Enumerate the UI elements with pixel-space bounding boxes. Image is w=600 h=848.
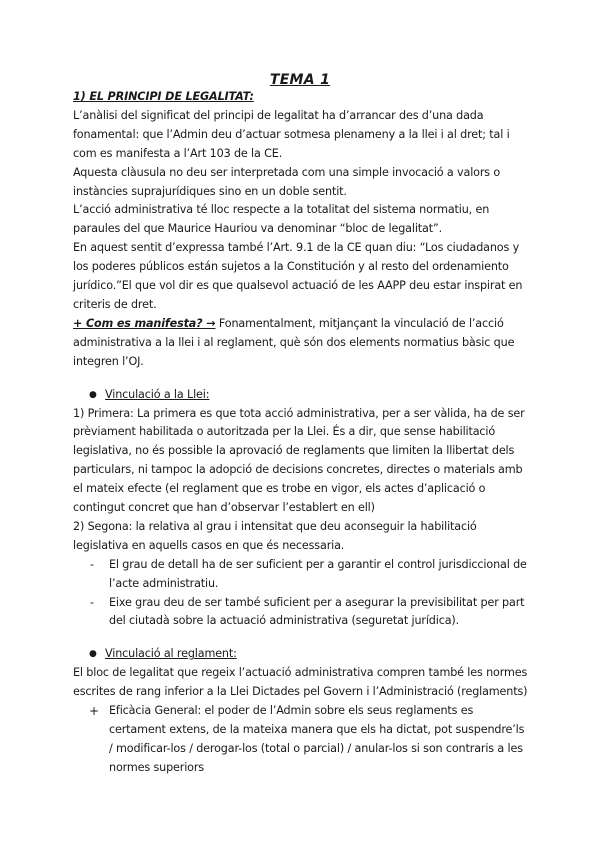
paragraph: El bloc de legalitat que regeix l’actuació administrativa compren també les normes escrites de rang inferior a la Llei Dictades pel Govern i l’Administració (reglaments) xyxy=(73,666,528,699)
dash-item xyxy=(73,556,531,594)
paragraph: En aquest sentit d’expressa també l’Art. 9.1 de la CE quan diu: “Los ciudadanos y los poderes públicos están sujetos a la Constitución y al resto del ordenamiento jurídico.”El que vol dir es que qualsevol actuació de les AAPP deu estar inspirat en criteris de dret. xyxy=(73,241,523,311)
plus-icon: + xyxy=(89,704,99,719)
plus-text: Eficàcia General: el poder de l’Admin sobre els seus reglaments es certament extens, de la mateixa manera que els ha dictat, pot suspendre’ls / modificar-los / derogar-los (total o parcial) / anular-los si son contraris a les normes superiors xyxy=(109,704,525,774)
dash-item xyxy=(73,594,531,632)
bullet-vinculacio-llei xyxy=(73,386,531,405)
dash-text: Eixe grau deu de ser també suficient per a asegurar la previsibilitat per part del ciutadà sobre la actuació administrativa (seguretat jurídica). xyxy=(109,595,525,628)
paragraph: L’anàlisi del significat del principi de legalitat ha d’arrancar des d’una dada fonamental: que l’Admin deu d’actuar sotmesa plenameny a la llei i al dret; tal i com es manifesta a l’Art 103 de la CE. xyxy=(73,108,510,160)
spacer xyxy=(73,372,531,386)
bullet-icon: ● xyxy=(89,389,97,400)
dash-text: El grau de detall ha de ser suficient per a garantir el control jurisdiccional de l’acte administratiu. xyxy=(109,557,527,590)
plus-item xyxy=(73,702,531,778)
manifest-text: Fonamentalment, mitjançant la vinculació de l’acció administrativa a la llei i al reglament, què són dos elements normatius bàsic que integren l’OJ. xyxy=(73,316,515,368)
bullet-icon: ● xyxy=(89,649,97,660)
spacer xyxy=(73,631,531,645)
document-body xyxy=(73,88,531,778)
paragraph: Aquesta clàusula no deu ser interpretada com una simple invocació a valors o instàncies suprajurídiques sino en un doble sentit. xyxy=(73,165,501,198)
paragraph: L’acció administrativa té lloc respecte a la totalitat del sistema normatiu, en paraules del que Maurice Hauriou va denominar “bloc de legalitat”. xyxy=(73,203,490,236)
manifest-label: + Com es manifesta? → xyxy=(73,316,216,330)
bullet-vinculacio-reglament xyxy=(73,645,531,664)
paragraph: 1) Primera: La primera es que tota acció administrativa, per a ser vàlida, ha de ser prèviament habilitada o autoritzada per la Llei. És a dir, que sense habilitació legislativa, no és possible la aprovació de reglaments que limiten la llibertat dels particulars, ni tampoc la adopció de decisions concretes, directes o materials amb el mateix efecte (el reglament que es trobe en vigor, els actes d’aplicació o contingut concret que han d’observar l’establert en ell) xyxy=(73,406,525,515)
page-title: TEMA 1 xyxy=(269,72,331,88)
bullet-label: Vinculació a la Llei: xyxy=(105,387,210,401)
dash-icon: - xyxy=(90,595,94,609)
section-heading: 1) EL PRINCIPI DE LEGALITAT: xyxy=(73,90,254,103)
dash-icon: - xyxy=(90,557,94,571)
paragraph: 2) Segona: la relativa al grau i intensitat que deu aconseguir la habilitació legislativa en aquells casos en que és necessaria. xyxy=(73,519,477,552)
bullet-label: Vinculació al reglament: xyxy=(105,647,237,661)
manifest-paragraph xyxy=(73,315,531,372)
